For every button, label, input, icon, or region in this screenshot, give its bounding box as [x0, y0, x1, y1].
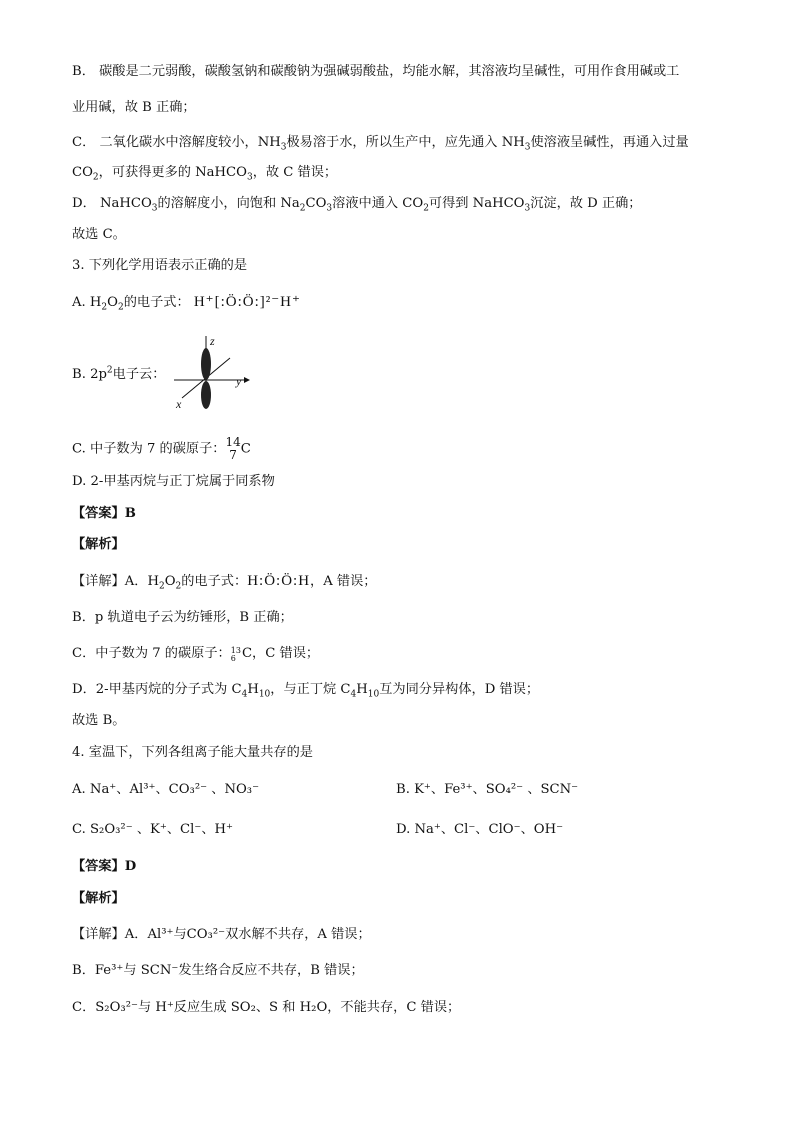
q4-stem: 4. 室温下，下列各组离子能大量共存的是 — [72, 745, 313, 760]
explain-b-line2: 业用碱，故 B 正确； — [72, 100, 196, 115]
q3-detail-a: 【详解】A．$H_2O_2$的电子式：H:Ö:Ö:H，A 错误； — [72, 573, 377, 592]
nuclide-notation-c: 14 7 — [225, 435, 241, 462]
q3-detail-b: B．p 轨道电子云为纺锤形，B 正确； — [72, 610, 293, 625]
y-axis-label: y — [236, 374, 242, 388]
q3-option-b: B. $2p^2$电子云： — [72, 365, 166, 382]
q3-detail-c: C．中子数为 7 的碳原子： 13 6 C，C 错误； — [72, 646, 320, 663]
q3-option-c: C. 中子数为 7 的碳原子： 14 7 C — [72, 435, 251, 462]
q4-detail-b: B．Fe³⁺与 SCN⁻发生络合反应不共存，B 错误； — [72, 963, 364, 978]
q4-option-a: A. Na⁺、Al³⁺、CO₃²⁻ 、NO₃⁻ — [72, 782, 260, 797]
q3-stem: 3. 下列化学用语表示正确的是 — [72, 258, 248, 273]
electron-formula-correct: H:Ö:Ö:H — [247, 573, 311, 589]
q3-detail-d: D．2-甲基丙烷的分子式为 $C_4H_{10}$，与正丁烷 $C_4H_{10}$互为同分异构体，D 错误； — [72, 682, 540, 700]
q3-option-d: D. 2-甲基丙烷与正丁烷属于同系物 — [72, 474, 275, 489]
explain-b-line1: B． 碳酸是二元弱酸，碳酸氢钠和碳酸钠为强碱弱酸盐，均能水解，其溶液均呈碱性，可用作食用碱或工 — [72, 64, 680, 79]
q4-option-c: C. S₂O₃²⁻ 、K⁺、Cl⁻、H⁺ — [72, 822, 233, 837]
nuclide-notation-correct: 13 6 — [230, 646, 241, 663]
explain-c-line1: C． 二氧化碳水中溶解度较小，$NH_3$极易溶于水，所以生产中，应先通入 $NH_3$使溶液呈碱性，再通入过量 — [72, 135, 689, 153]
q3-answer: 【答案】B — [72, 506, 136, 521]
x-axis-label: x — [176, 397, 182, 411]
q3-choose: 故选 B。 — [72, 713, 126, 728]
explain-c-line2: $CO_2$，可获得更多的 NaHCO$_3$，故 C 错误； — [72, 165, 338, 183]
q4-analysis: 【解析】 — [72, 891, 125, 906]
q4-detail-c: C．S₂O₃²⁻与 H⁺反应生成 SO₂、S 和 H₂O，不能共存，C 错误； — [72, 1000, 461, 1015]
q4-option-b: B. K⁺、Fe³⁺、SO₄²⁻ 、SCN⁻ — [396, 782, 579, 797]
electron-formula-a: H⁺[:Ö:Ö:]²⁻H⁺ — [193, 294, 301, 310]
q4-answer: 【答案】D — [72, 859, 137, 874]
choose-c-line: 故选 C。 — [72, 227, 126, 242]
q3-option-a: A. $H_2O_2$的电子式： H⁺[:Ö:Ö:]²⁻H⁺ — [72, 294, 301, 313]
q3-analysis: 【解析】 — [72, 537, 125, 552]
p-orbital-diagram — [168, 334, 252, 412]
z-axis-label: z — [210, 334, 215, 348]
q4-option-d: D. Na⁺、Cl⁻、ClO⁻、OH⁻ — [396, 822, 564, 837]
q4-detail-a: 【详解】A．Al³⁺与CO₃²⁻双水解不共存，A 错误； — [72, 927, 371, 942]
explain-d-line: D． NaHCO$_3$的溶解度小，向饱和 $Na_2CO_3$溶液中通入 $CO_2$可得到 NaHCO$_3$沉淀，故 D 正确； — [72, 196, 642, 214]
